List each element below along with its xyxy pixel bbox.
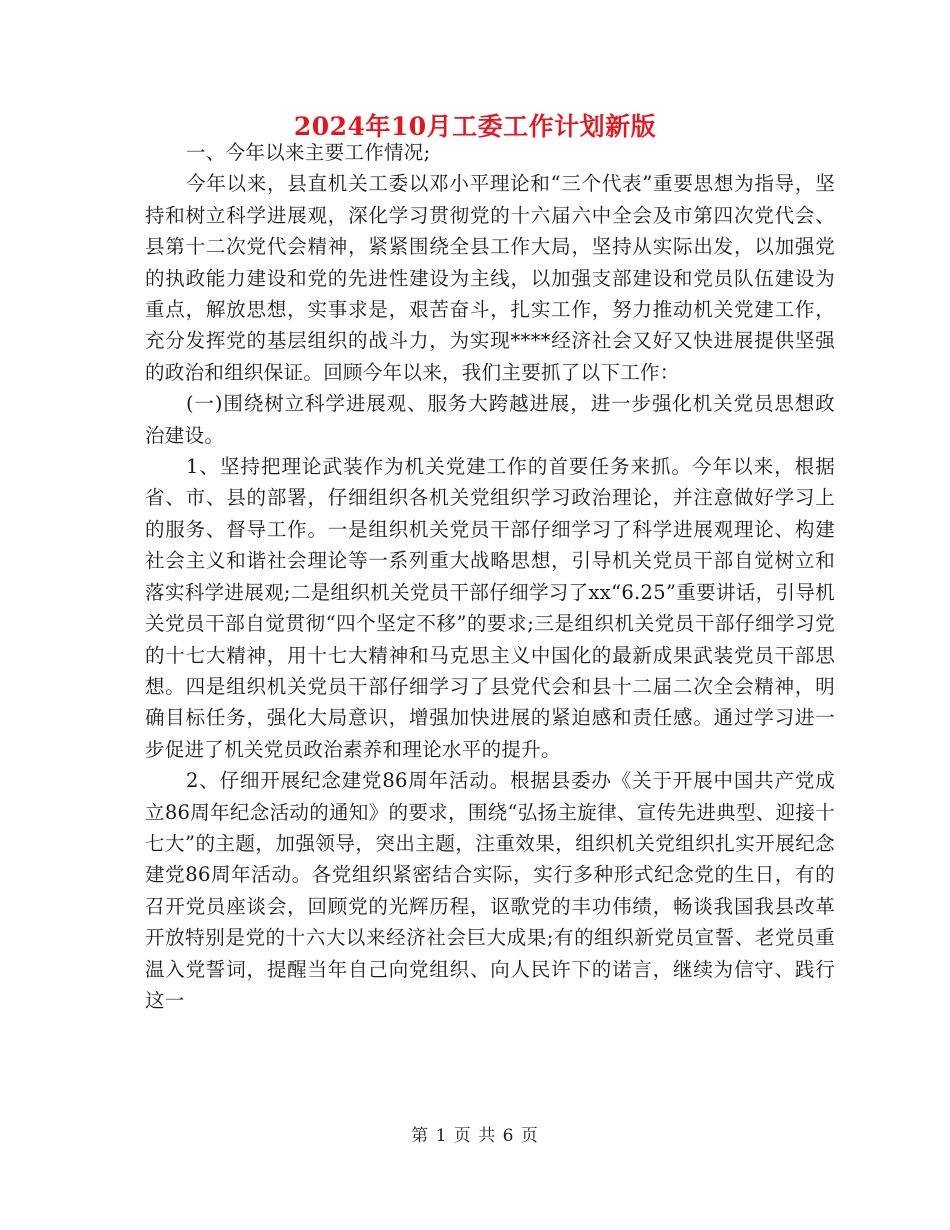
body-paragraph: 今年以来，县直机关工委以邓小平理论和“三个代表”重要思想为指导，坚持和树立科学进展观，深化学习贯彻党的十六届六中全会及市第四次党代会、县第十二次党代会精神，紧紧围绕全县工作大局，坚持从实际出发，以加强党的执政能力建设和党的先进性建设为主线，以加强支部建设和党员队伍建设为重点，解放思想，实事求是，艰苦奋斗，扎实工作，努力推动机关党建工作，充分发挥党的基层组织的战斗力，为实现****经济社会又好又快进展提供坚强的政治和组织保证。回顾今年以来，我们主要抓了以下工作：: [145, 172, 835, 384]
body-paragraph: 2、仔细开展纪念建党86周年活动。根据县委办《关于开展中国共产党成立86周年纪念活动的通知》的要求，围绕“弘扬主旋律、宣传先进典型、迎接十七大”的主题，加强领导，突出主题，注重效果，组织机关党组织扎实开展纪念建党86周年活动。各党组织紧密结合实际，实行多种形式纪念党的生日，有的召开党员座谈会，回顾党的光辉历程，讴歌党的丰功伟绩，畅谈我国我县改革开放特别是党的十六大以来经济社会巨大成果;有的组织新党员宣誓、老党员重温入党誓词，提醒当年自己向党组织、向人民许下的诺言，继续为信守、践行这一: [145, 769, 835, 1012]
page-number-footer: 第 1 页 共 6 页: [411, 1126, 539, 1146]
body-paragraph: 1、坚持把理论武装作为机关党建工作的首要任务来抓。今年以来，根据省、市、县的部署，仔细组织各机关党组织学习政治理论，并注意做好学习上的服务、督导工作。一是组织机关党员干部仔细学习了科学进展观理论、构建社会主义和谐社会理论等一系列重大战略思想，引导机关党员干部自觉树立和落实科学进展观;二是组织机关党员干部仔细学习了xx“6.25”重要讲话，引导机关党员干部自觉贯彻“四个坚定不移”的要求;三是组织机关党员干部仔细学习党的十七大精神，用十七大精神和马克思主义中国化的最新成果武装党员干部思想。四是组织机关党员干部仔细学习了县党代会和县十二届二次全会精神，明确目标任务，强化大局意识，增强加快进展的紧迫感和责任感。通过学习进一步促进了机关党员政治素养和理论水平的提升。: [145, 455, 835, 761]
document-title: 2024年10月工委工作计划新版: [293, 112, 657, 141]
document-body: [145, 137, 835, 1016]
section-heading: 一、今年以来主要工作情况;: [186, 141, 431, 164]
subsection-heading: (一)围绕树立科学进展观、服务大跨越进展，进一步强化机关党员思想政治建设。: [145, 392, 835, 447]
